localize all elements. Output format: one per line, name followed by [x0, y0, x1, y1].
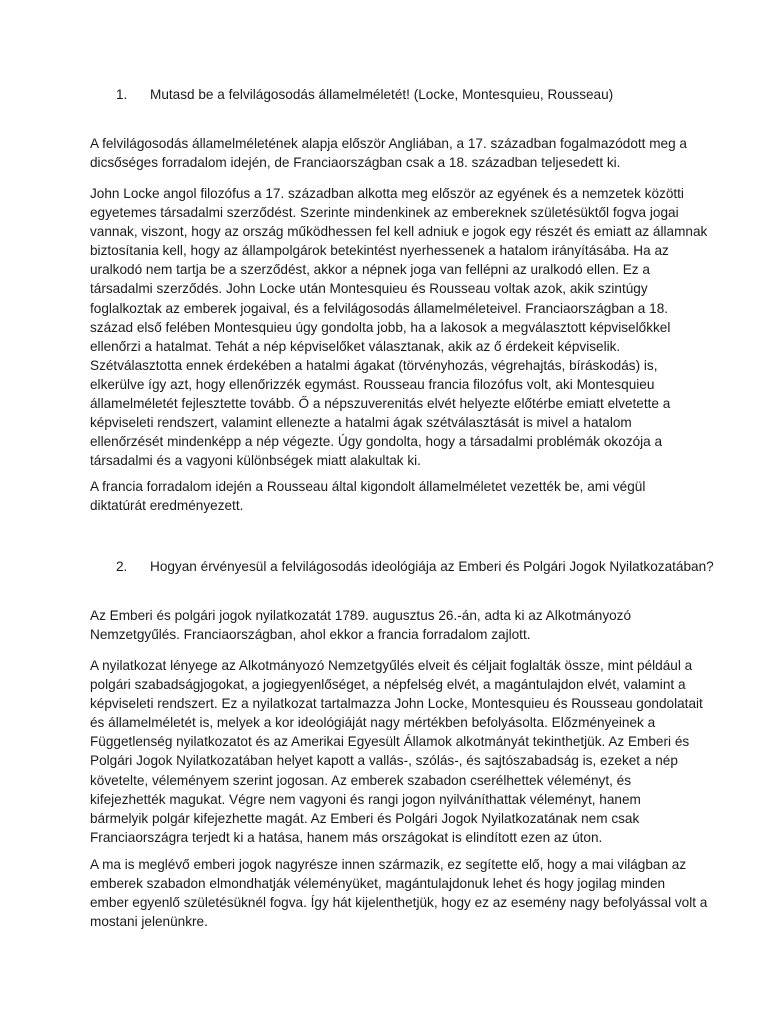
text-line: század első felében Montesquieu úgy gondolta jobb, ha a lakosok a megválasztott képviselőkkel: [90, 319, 671, 335]
text-line: Polgári Jogok Nyilatkozatában helyet kapott a vallás-, szólás-, és sajtószabadság is, ezeket a nép: [90, 753, 678, 769]
text-line: foglalkoztak az emberek jogaival, és a felvilágosodás államelméleteivel. Franciaországban a 18.: [90, 300, 669, 316]
text-line: és államelméletét is, melyek a kor ideológiáját nagy mértékben befolyásolta. Előzményeinek a: [90, 715, 656, 731]
text-line: követelte, véleményem szerint jogosan. Az emberek szabadon cserélhettek véleményt, és: [90, 772, 632, 788]
text-line: diktatúrát eredményezett.: [90, 498, 244, 514]
text-line: ember egyenlő születésüknél fogva. Így hát kijelenthetjük, hogy ez az esemény nagy befolyással volt a: [90, 895, 708, 911]
question-heading-2: [116, 558, 716, 576]
text-line: kifejezhették magukat. Végre nem vagyoni és rangi jogon nyilváníthattak véleményt, hanem: [90, 791, 641, 807]
text-line: Nemzetgyűlés. Franciaországban, ahol ekkor a francia forradalom zajlott.: [90, 627, 531, 643]
text-line: Függetlenség nyilatkozatot és az Amerikai Egyesült Államok alkotmányát tekinthetjük. Az Emberi és: [90, 734, 690, 750]
question-text: Mutasd be a felvilágosodás államelméletét! (Locke, Montesquieu, Rousseau): [150, 87, 614, 102]
question-text: Hogyan érvényesül a felvilágosodás ideológiája az Emberi és Polgári Jogok Nyilatkozatában?: [150, 559, 714, 574]
text-line: uralkodó nem tartja be a szerződést, akkor a népnek joga van fellépni az uralkodó ellen. Ez a: [90, 262, 650, 278]
text-line: Szétválasztotta ennek érdekében a hatalmi ágakat (törvényhozás, végrehajtás, bíráskodás) is,: [90, 357, 658, 373]
text-line: Az Emberi és polgári jogok nyilatkozatát 1789. augusztus 26.-án, adta ki az Alkotmányozó: [90, 608, 632, 623]
question-heading-1: [116, 86, 716, 104]
text-line: ellenőrzi a hatalmat. Tehát a nép képviselőket választanak, akik az ő érdekeit képviselik.: [90, 338, 621, 354]
text-line: ellenőrzését mindenképp a nép végezte. Úgy gondolta, hogy a társadalmi problémák okozója a: [90, 434, 663, 450]
text-line: társadalmi szerződés. John Locke után Montesquieu és Rousseau voltak azok, akik szintúgy: [90, 281, 648, 297]
text-line: A felvilágosodás államelméletének alapja először Angliában, a 17. században fogalmazódott meg a: [90, 136, 687, 151]
paragraph: [90, 606, 690, 644]
text-line: polgári szabadságjogokat, a jogiegyenlőséget, a népfelség elvét, a magántulajdon elvét, valamint a: [90, 677, 686, 693]
text-line: mostani jelenünkre.: [90, 914, 208, 930]
question-number: 2.: [116, 559, 128, 574]
text-line: társadalmi és a vagyoni különbségek miatt alakultak ki.: [90, 453, 421, 469]
paragraph: [90, 477, 690, 515]
text-line: képviseleti rendszert, valamint ellenezte a hatalmi ágak szétválasztását is mivel a hatalom: [90, 415, 632, 431]
text-line: államelméletét fejlesztette tovább. Ő a népszuverenitás elvét helyezte előtérbe emiatt elvetette a: [90, 396, 671, 412]
text-line: elkerülve így azt, hogy ellenőrizzék egymást. Rousseau francia filozófus volt, aki Montesquieu: [90, 376, 655, 392]
text-line: A nyilatkozat lényege az Alkotmányozó Nemzetgyűlés elveit és céljait foglalták össze, mint például a: [90, 658, 693, 673]
paragraph: [90, 134, 690, 172]
paragraph: [90, 656, 703, 847]
question-number: 1.: [116, 87, 128, 102]
text-line: John Locke angol filozófus a 17. században alkotta meg először az egyének és a nemzetek közötti: [90, 186, 684, 201]
text-line: biztosítania kell, hogy az állampolgárok betekintést nyerhessenek a hatalom irányításába. Ha az: [90, 243, 669, 259]
text-line: egyetemes társadalmi szerződést. Szerinte mindenkinek az embereknek születésüktől fogva jogai: [90, 205, 679, 221]
text-line: vannak, viszont, hogy az ország működhessen fel kell adniuk e jogok egy részét és emiatt az államnak: [90, 224, 708, 240]
paragraph: [90, 184, 708, 470]
text-line: A ma is meglévő emberi jogok nagyrésze innen származik, ez segítette elő, hogy a mai világban az: [90, 857, 687, 872]
text-line: képviseleti rendszert. Ez a nyilatkozat tartalmazza John Locke, Montesquieu és Rousseau gondolatait: [90, 696, 703, 712]
text-line: emberek szabadon elmondhatják véleményüket, magántulajdonuk lehet és hogy jogilag minden: [90, 876, 666, 892]
text-line: Franciaországra terjedt ki a hatása, hanem más országokat is elindított ezen az úton.: [90, 829, 603, 845]
text-line: dicsőséges forradalom idején, de Franciaországban csak a 18. században teljesedett ki.: [90, 155, 621, 171]
text-line: A francia forradalom idején a Rousseau által kigondolt államelméletet vezették be, ami végül: [90, 479, 646, 494]
text-line: bármelyik polgár kifejezhette magát. Az Emberi és Polgári Jogok Nyilatkozatának nem csak: [90, 810, 640, 826]
paragraph: [90, 855, 708, 931]
